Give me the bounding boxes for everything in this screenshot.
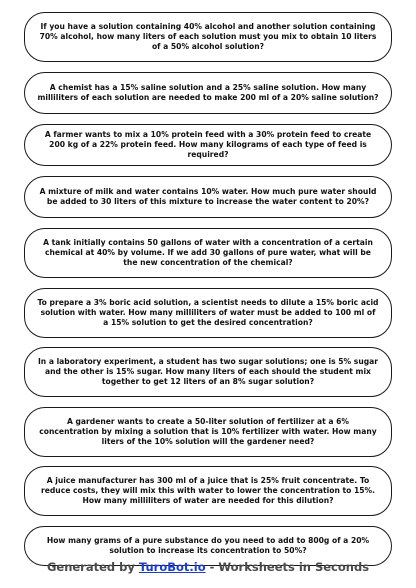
question-card-5: [24, 228, 392, 278]
question-text: A chemist has a 15% saline solution and a 25% saline solution. How many milliliters of each solution are needed to make 200 ml of a 20% saline solution?: [37, 82, 379, 102]
question-text: To prepare a 3% boric acid solution, a scientist needs to dilute a 15% boric acid solution with water. How many milliliters of water must be added to 100 ml of a 15% solution to get the desired concentration?: [37, 297, 379, 328]
question-text: A tank initially contains 50 gallons of water with a concentration of a certain chemical at 40% by volume. If we add 30 gallons of pure water, what will be the new concentration of the chemical?: [43, 237, 373, 268]
footer-suffix: - Worksheets in Seconds: [205, 560, 370, 574]
question-text: A farmer wants to mix a 10% protein feed with a 30% protein feed to create 200 kg of a 22% protein feed. How many kilograms of each type of feed is required?: [44, 129, 372, 160]
question-card-1: [24, 12, 392, 62]
question-card-6: [24, 288, 392, 338]
footer-prefix: Generated by: [46, 560, 139, 574]
question-text: A gardener wants to create a 50-liter solution of fertilizer at a 6% concentration by mixing a solution that is 10% fertilizer with water. How many liters of the 10% solution will the gardener need?: [39, 416, 377, 447]
question-card-8: [24, 407, 392, 457]
question-text: A juice manufacturer has 300 ml of a juice that is 25% fruit concentrate. To reduce costs, they will mix this with water to lower the concentration to 15%. How many milliliters of water are needed for this dilution?: [40, 475, 376, 506]
question-card-7: [24, 347, 392, 397]
question-text: A mixture of milk and water contains 10% water. How much pure water should be added to 30 liters of this mixture to increase the water content to 20%?: [39, 186, 377, 206]
footer: [0, 560, 416, 574]
question-text: If you have a solution containing 40% alcohol and another solution containing 70% alcohol, how many liters of each solution must you mix to obtain 10 liters of a 50% alcohol solution?: [39, 21, 377, 52]
question-card-3: [24, 124, 392, 166]
question-card-2: [24, 72, 392, 114]
question-text: How many grams of a pure substance do you need to add to 800g of a 20% solution to increase its concentration to 50%?: [46, 535, 370, 555]
question-card-4: [24, 176, 392, 218]
question-card-9: [24, 466, 392, 516]
brand-link[interactable]: TuroBot.io: [138, 560, 206, 574]
question-text: In a laboratory experiment, a student has two sugar solutions; one is 5% sugar and the other is 15% sugar. How many liters of each should the student mix together to get 12 liters of an 8% sugar solution?: [37, 356, 379, 387]
